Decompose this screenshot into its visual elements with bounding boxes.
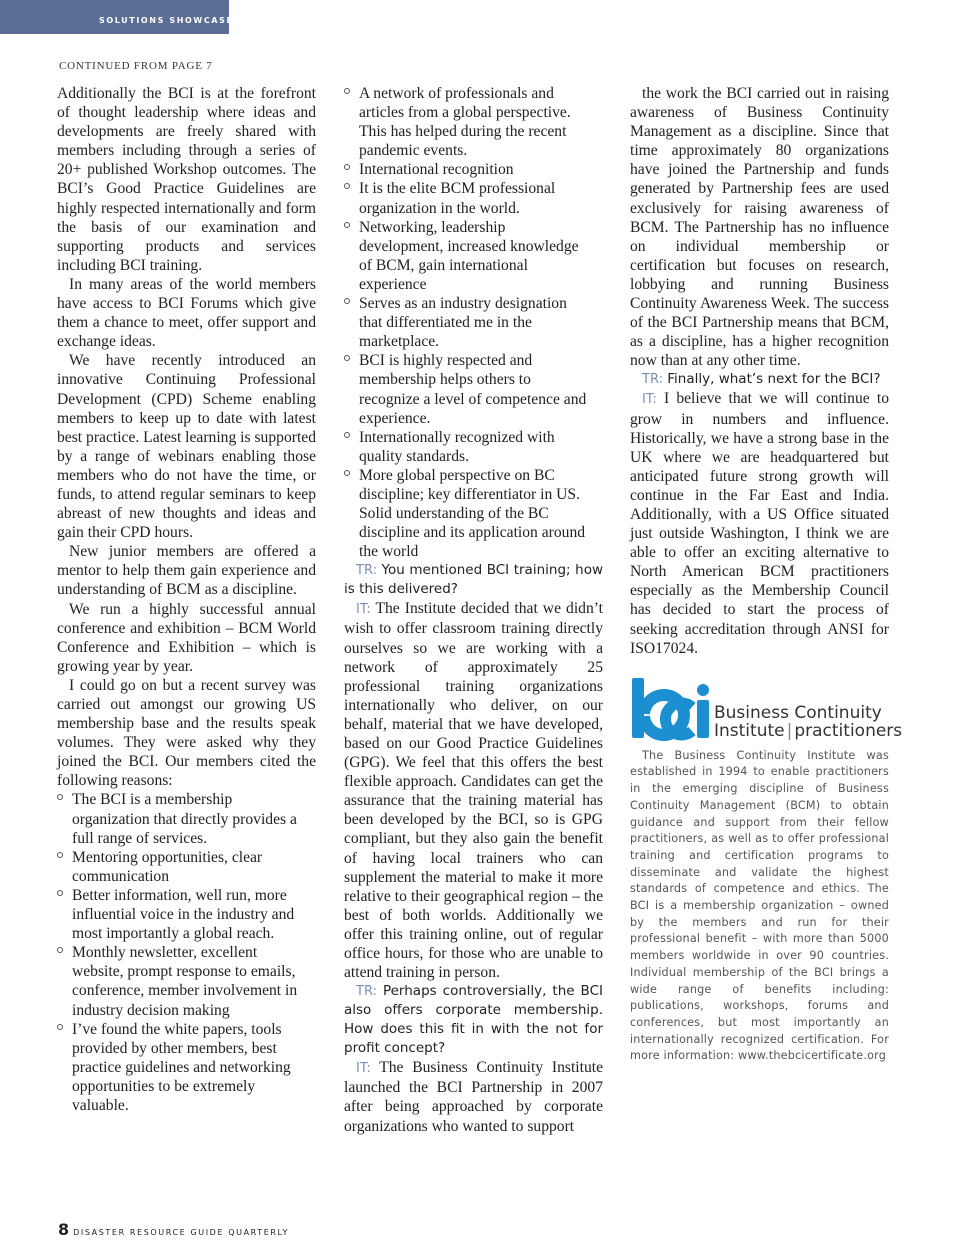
- list-item: [57, 1020, 316, 1115]
- logo-practitioners: practitioners: [794, 720, 903, 741]
- question-label: TR:: [356, 984, 377, 1000]
- list-item: [344, 179, 603, 217]
- circle-bullet-icon: [57, 794, 63, 800]
- list-item: [57, 886, 316, 943]
- list-item-text: Mentoring opportunities, clear communication: [72, 848, 263, 885]
- page-footer: [58, 1220, 289, 1239]
- answer-text: The Institute decided that we didn’t wish to offer classroom training directly ourselves so we are working with a network of approximately 25 professional training organizations internationally who deliver, on our behalf, material that we have developed, based on our Good Practice Guidelines (GPG). We feel that this offers the best flexible approach. Candidates can get the assurance that the training material has been developed by the BCI, so is GPG compliant, but they also gain the benefit of having local trainers who can supplement the material to make it more relative to their geographical region – the best of both worlds. Additionally we offer this training online, out of regular office hours, for those who are unable to attend training in person.: [344, 600, 603, 982]
- list-item-text: It is the elite BCM professional organization in the world.: [359, 180, 556, 217]
- page-number: 8: [58, 1220, 70, 1239]
- answer-label: IT:: [356, 602, 371, 618]
- paragraph: the work the BCI carried out in raising awareness of Business Continuity Management as a discipline. Since that time approximately 80 organizations have joined the Partnership and funds generated by Partnership fees are used exclusively for raising awareness of BCM. The Partnership has no influence on individual membership or certification but focuses on research, lobbying and running Business Continuity Awareness Week. The success of the BCI Partnership means that BCM, as a discipline, has a higher recognition now than at any other time.: [630, 85, 889, 370]
- question-label: TR:: [642, 372, 663, 388]
- answer-text: I believe that we will continue to grow in numbers and influence. Historically, we have a strong base in the UK where we are headquartered but anticipated future strong growth will continue in the Far East and India. Additionally, with a US Office situated just outside Washington, I think we are able to offer an exciting alternative to North American BCM practitioners especially as the Membership Council has decided to start the process of seeking accreditation through ANSI for ISO17024.: [630, 390, 889, 657]
- circle-bullet-icon: [344, 88, 350, 94]
- paragraph: New junior members are offered a mentor to help them gain experience and understanding of BCM as a discipline.: [57, 543, 316, 599]
- interview-question: [344, 982, 603, 1058]
- logo-divider: |: [786, 720, 793, 741]
- list-item: [344, 428, 603, 466]
- list-item-text: The BCI is a membership organization that directly provides a full range of services.: [72, 791, 297, 847]
- bci-logo: [630, 676, 903, 748]
- interview-answer: [344, 599, 603, 982]
- list-item-text: International recognition: [359, 161, 514, 179]
- list-item: [57, 943, 316, 1019]
- interview-answer: [344, 1058, 603, 1135]
- list-item-text: Internationally recognized with quality standards.: [359, 428, 555, 465]
- question-label: TR:: [356, 563, 377, 579]
- article-column-2: [344, 84, 603, 1136]
- list-item-text: BCI is highly respected and membership helps others to recognize a level of competence and experience.: [359, 352, 587, 427]
- bci-logo-mark-icon: [630, 676, 712, 744]
- circle-bullet-icon: [57, 852, 63, 858]
- list-item: [344, 160, 603, 179]
- circle-bullet-icon: [344, 432, 350, 438]
- circle-bullet-icon: [344, 164, 350, 170]
- logo-institute: Institute: [714, 720, 785, 741]
- list-item: [344, 294, 603, 351]
- list-item: [57, 848, 316, 886]
- interview-question: [344, 561, 603, 599]
- circle-bullet-icon: [344, 355, 350, 361]
- reasons-list: [57, 790, 316, 1115]
- paragraph: In many areas of the world members have access to BCI Forums which give them a chance to meet, offer support and exchange ideas.: [57, 275, 316, 351]
- article-column-1: [57, 84, 316, 1115]
- list-item: [344, 351, 603, 427]
- paragraph: We run a highly successful annual conference and exhibition – BCM World Conference and Exhibition – which is growing year by year.: [57, 600, 316, 675]
- list-item-text: Better information, well run, more influential voice in the industry and most importantly a global reach.: [72, 886, 295, 943]
- list-item-text: A network of professionals and articles from a global perspective. This has helped during the recent pandemic events.: [359, 85, 571, 160]
- list-item: [57, 790, 316, 847]
- interview-answer: [630, 389, 889, 657]
- list-item: [344, 466, 603, 561]
- logo-wordmark-line1: Business Continuity: [714, 702, 882, 723]
- question-text: You mentioned BCI training; how is this delivered?: [344, 562, 603, 598]
- reasons-list-continued: [344, 84, 603, 561]
- circle-bullet-icon: [344, 222, 350, 228]
- answer-label: IT:: [642, 392, 657, 408]
- answer-label: IT:: [356, 1061, 371, 1077]
- question-text: Finally, what’s next for the BCI?: [667, 371, 881, 388]
- paragraph: We have recently introduced an innovative Continuing Professional Development (CPD) Scheme enabling members to keep up to date with latest best practice. Latest learning is supported by a range of webinars enabling those members who do not have the time, or funds, to attend regular seminars to keep abreast of new thoughts and ideas and gain their CPD hours.: [57, 352, 316, 542]
- article-column-3: [630, 84, 903, 1065]
- circle-bullet-icon: [57, 1024, 63, 1030]
- circle-bullet-icon: [57, 890, 63, 896]
- list-item: [344, 218, 603, 294]
- circle-bullet-icon: [344, 298, 350, 304]
- about-bci-blurb: The Business Continuity Institute was established in 1994 to enable practitioners in the emerging discipline of Business Continuity Management (BCM) to obtain guidance and support from their fellow practitioners, as well as to offer professional training and certification programs to disseminate and validate the highest standards of competence and ethics. The BCI is a membership organization – owned by the members and run for their professional benefit – with more than 5000 members worldwide in over 90 countries. Individual membership of the BCI brings a wide range of benefits including: publications, workshops, forums and conferences, but most importantly an internationally recognized certification. For more information: www.thebcicertificate.org: [630, 748, 889, 1063]
- list-item-text: Serves as an industry designation that differentiated me in the marketplace.: [359, 295, 567, 351]
- logo-wordmark-line2: [714, 722, 902, 741]
- continued-from-note: CONTINUED FROM PAGE 7: [59, 60, 213, 72]
- section-tag: SOLUTIONS SHOWCASE: [99, 16, 234, 25]
- paragraph: I could go on but a recent survey was carried out amongst our growing US membership base and the results speak volumes. They were asked why they joined the BCI. Our members cited the following reasons:: [57, 676, 316, 790]
- circle-bullet-icon: [344, 183, 350, 189]
- publication-name: DISASTER RESOURCE GUIDE QUARTERLY: [73, 1228, 290, 1237]
- circle-bullet-icon: [57, 947, 63, 953]
- paragraph: Additionally the BCI is at the forefront of thought leadership where ideas and developments are freely shared with members including through a series of 20+ published Workshop outcomes. The BCI’s Good Practice Guidelines are highly respected internationally and form the basis of our examination and supporting products and services including BCI training.: [57, 85, 316, 274]
- answer-text: The Business Continuity Institute launched the BCI Partnership in 2007 after being approached by corporate organizations who wanted to support: [344, 1059, 603, 1135]
- list-item: [344, 84, 603, 160]
- list-item-text: I’ve found the white papers, tools provided by other members, best practice guidelines and networking opportunities to be extremely valuable.: [72, 1020, 291, 1114]
- list-item-text: Networking, leadership development, increased knowledge of BCM, gain international experience: [359, 218, 579, 293]
- list-item-text: More global perspective on BC discipline; key differentiator in US. Solid understanding of the BC discipline and its application around the world: [359, 466, 586, 561]
- question-text: Perhaps controversially, the BCI also offers corporate membership. How does this fit in with the not for profit concept?: [344, 983, 603, 1057]
- interview-question: [630, 370, 889, 389]
- circle-bullet-icon: [344, 470, 350, 476]
- list-item-text: Monthly newsletter, excellent website, prompt response to emails, conference, member involvement in industry decision making: [72, 944, 298, 1019]
